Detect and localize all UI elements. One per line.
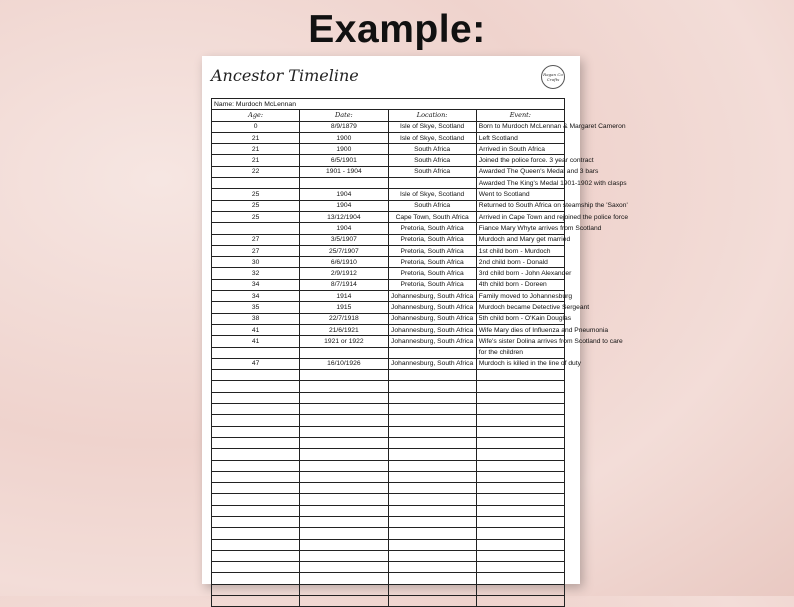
date-cell: 1901 - 1904	[300, 166, 388, 177]
age-cell: 21	[212, 144, 300, 155]
date-cell: 1914	[300, 291, 388, 302]
location-cell	[388, 550, 476, 561]
event-cell: 3rd child born - John Alexander	[476, 268, 564, 279]
location-cell	[388, 426, 476, 437]
date-cell: 8/7/1914	[300, 279, 388, 290]
location-cell: South Africa	[388, 155, 476, 166]
date-cell: 8/9/1879	[300, 121, 388, 132]
event-cell: Wife Mary dies of Influenza and Pneumonia	[476, 324, 564, 335]
example-heading: Example:	[308, 8, 486, 51]
table-row	[212, 234, 565, 245]
age-cell	[212, 415, 300, 426]
table-row	[212, 279, 565, 290]
location-cell: Isle of Skye, Scotland	[388, 189, 476, 200]
location-cell	[388, 573, 476, 584]
location-cell	[388, 471, 476, 482]
age-cell: 35	[212, 302, 300, 313]
table-row	[212, 404, 565, 415]
table-row	[212, 370, 565, 381]
event-cell: Wife's sister Dolina arrives from Scotland to care	[476, 336, 564, 347]
date-cell	[300, 584, 388, 595]
table-row	[212, 200, 565, 211]
table-row	[212, 392, 565, 403]
header-row	[212, 110, 565, 121]
table-row	[212, 144, 565, 155]
age-cell	[212, 550, 300, 561]
location-cell	[388, 596, 476, 607]
event-cell	[476, 426, 564, 437]
event-cell	[476, 596, 564, 607]
location-cell: Isle of Skye, Scotland	[388, 132, 476, 143]
location-cell: Pretoria, South Africa	[388, 223, 476, 234]
table-row	[212, 291, 565, 302]
event-cell: 1st child born - Murdoch	[476, 245, 564, 256]
table-row	[212, 324, 565, 335]
age-cell: 38	[212, 313, 300, 324]
event-cell: Awarded The King's Medal 1901-1902 with clasps	[476, 178, 564, 189]
age-cell: 27	[212, 234, 300, 245]
age-cell: 41	[212, 336, 300, 347]
timeline-sheet	[202, 56, 629, 584]
date-cell: 13/12/1904	[300, 211, 388, 222]
event-cell: 2nd child born - Donald	[476, 257, 564, 268]
age-cell	[212, 584, 300, 595]
age-cell: 47	[212, 358, 300, 369]
location-cell	[388, 539, 476, 550]
date-cell	[300, 562, 388, 573]
table-row	[212, 257, 565, 268]
event-cell	[476, 528, 564, 539]
age-cell	[212, 573, 300, 584]
table-row	[212, 381, 565, 392]
location-cell: Johannesburg, South Africa	[388, 302, 476, 313]
location-cell	[388, 370, 476, 381]
date-cell	[300, 415, 388, 426]
age-cell	[212, 505, 300, 516]
date-cell: 25/7/1907	[300, 245, 388, 256]
date-cell: 1904	[300, 200, 388, 211]
date-cell: 6/5/1901	[300, 155, 388, 166]
location-cell	[388, 584, 476, 595]
event-cell: 5th child born - O'Kain Douglas	[476, 313, 564, 324]
location-cell: Pretoria, South Africa	[388, 268, 476, 279]
date-cell: 21/6/1921	[300, 324, 388, 335]
age-cell: 25	[212, 200, 300, 211]
table-row	[212, 573, 565, 584]
date-cell	[300, 596, 388, 607]
location-cell	[388, 381, 476, 392]
table-row	[212, 313, 565, 324]
date-cell: 1904	[300, 189, 388, 200]
table-row	[212, 166, 565, 177]
event-cell	[476, 415, 564, 426]
date-cell: 1900	[300, 144, 388, 155]
location-cell	[388, 449, 476, 460]
event-cell	[476, 494, 564, 505]
location-cell	[388, 505, 476, 516]
age-cell	[212, 426, 300, 437]
location-cell: Pretoria, South Africa	[388, 257, 476, 268]
location-cell: Johannesburg, South Africa	[388, 336, 476, 347]
event-cell: 4th child born - Doreen	[476, 279, 564, 290]
age-cell: 34	[212, 291, 300, 302]
table-row	[212, 528, 565, 539]
event-cell	[476, 381, 564, 392]
table-row	[212, 483, 565, 494]
date-cell	[300, 426, 388, 437]
date-cell: 1900	[300, 132, 388, 143]
age-cell: 30	[212, 257, 300, 268]
age-cell	[212, 347, 300, 358]
date-cell	[300, 471, 388, 482]
event-cell: Murdoch became Detective Sergeant	[476, 302, 564, 313]
event-cell	[476, 437, 564, 448]
name-row	[212, 99, 565, 110]
date-cell: 3/5/1907	[300, 234, 388, 245]
location-cell: Johannesburg, South Africa	[388, 324, 476, 335]
table-row	[212, 460, 565, 471]
event-cell: Murdoch is killed in the line of duty	[476, 358, 564, 369]
age-cell: 34	[212, 279, 300, 290]
age-cell: 21	[212, 155, 300, 166]
date-cell	[300, 483, 388, 494]
event-cell	[476, 404, 564, 415]
age-cell: 32	[212, 268, 300, 279]
age-cell	[212, 404, 300, 415]
table-row	[212, 347, 565, 358]
event-cell: Fiance Mary Whyte arrives from Scotland	[476, 223, 564, 234]
table-row	[212, 358, 565, 369]
age-cell	[212, 539, 300, 550]
location-cell	[388, 178, 476, 189]
date-cell	[300, 404, 388, 415]
table-row	[212, 584, 565, 595]
date-cell: 1915	[300, 302, 388, 313]
table-row	[212, 155, 565, 166]
age-cell	[212, 449, 300, 460]
event-cell: Born to Murdoch McLennan & Margaret Cameron	[476, 121, 564, 132]
date-cell	[300, 528, 388, 539]
location-cell: Isle of Skye, Scotland	[388, 121, 476, 132]
date-cell	[300, 573, 388, 584]
header-location: Location:	[388, 110, 476, 121]
age-cell	[212, 370, 300, 381]
event-cell	[476, 584, 564, 595]
header-age: Age:	[212, 110, 300, 121]
event-cell: Left Scotland	[476, 132, 564, 143]
date-cell	[300, 449, 388, 460]
table-row	[212, 505, 565, 516]
age-cell: 21	[212, 132, 300, 143]
table-row	[212, 268, 565, 279]
location-cell	[388, 347, 476, 358]
event-cell	[476, 471, 564, 482]
event-cell: Awarded The Queen's Medal and 3 bars	[476, 166, 564, 177]
location-cell	[388, 437, 476, 448]
table-row	[212, 223, 565, 234]
location-cell	[388, 392, 476, 403]
date-cell	[300, 505, 388, 516]
table-row	[212, 211, 565, 222]
event-cell: Returned to South Africa on steamship the 'Saxon'	[476, 200, 564, 211]
age-cell	[212, 381, 300, 392]
location-cell: South Africa	[388, 166, 476, 177]
table-row	[212, 516, 565, 527]
event-cell: Joined the police force. 3 year contract	[476, 155, 564, 166]
date-cell	[300, 370, 388, 381]
date-cell	[300, 550, 388, 561]
event-cell	[476, 562, 564, 573]
date-cell	[300, 381, 388, 392]
date-cell	[300, 178, 388, 189]
date-cell	[300, 516, 388, 527]
age-cell	[212, 392, 300, 403]
age-cell: 41	[212, 324, 300, 335]
sheet-title: Ancestor Timeline	[211, 66, 359, 85]
event-cell	[476, 573, 564, 584]
event-cell	[476, 483, 564, 494]
header-date: Date:	[300, 110, 388, 121]
age-cell	[212, 471, 300, 482]
table-row	[212, 596, 565, 607]
location-cell: Pretoria, South Africa	[388, 245, 476, 256]
location-cell	[388, 562, 476, 573]
table-row	[212, 415, 565, 426]
event-cell	[476, 370, 564, 381]
age-cell: 22	[212, 166, 300, 177]
age-cell	[212, 460, 300, 471]
table-row	[212, 539, 565, 550]
location-cell	[388, 404, 476, 415]
table-row	[212, 562, 565, 573]
location-cell	[388, 494, 476, 505]
location-cell	[388, 483, 476, 494]
event-cell	[476, 392, 564, 403]
event-cell: Arrived in South Africa	[476, 144, 564, 155]
table-row	[212, 437, 565, 448]
age-cell: 27	[212, 245, 300, 256]
location-cell	[388, 528, 476, 539]
age-cell	[212, 562, 300, 573]
table-row	[212, 178, 565, 189]
age-cell	[212, 437, 300, 448]
table-row	[212, 336, 565, 347]
table-row	[212, 121, 565, 132]
table-row	[212, 494, 565, 505]
location-cell: Cape Town, South Africa	[388, 211, 476, 222]
location-cell: Johannesburg, South Africa	[388, 313, 476, 324]
event-cell	[476, 449, 564, 460]
location-cell: South Africa	[388, 200, 476, 211]
location-cell: Pretoria, South Africa	[388, 234, 476, 245]
location-cell	[388, 415, 476, 426]
event-cell: Arrived in Cape Town and rejoined the police force	[476, 211, 564, 222]
table-row	[212, 550, 565, 561]
table-row	[212, 189, 565, 200]
date-cell	[300, 347, 388, 358]
age-cell	[212, 223, 300, 234]
location-cell: Johannesburg, South Africa	[388, 358, 476, 369]
event-cell	[476, 516, 564, 527]
table-row	[212, 471, 565, 482]
location-cell: Johannesburg, South Africa	[388, 291, 476, 302]
event-cell	[476, 460, 564, 471]
brand-logo	[541, 65, 565, 89]
event-cell: Family moved to Johannesburg	[476, 291, 564, 302]
event-cell: for the children	[476, 347, 564, 358]
date-cell	[300, 392, 388, 403]
age-cell	[212, 178, 300, 189]
logo-text: Ragan Co Crafts	[543, 72, 563, 82]
table-row	[212, 245, 565, 256]
date-cell	[300, 539, 388, 550]
location-cell: South Africa	[388, 144, 476, 155]
date-cell	[300, 437, 388, 448]
table-row	[212, 132, 565, 143]
event-cell: Went to Scotland	[476, 189, 564, 200]
age-cell	[212, 516, 300, 527]
timeline-table	[211, 98, 629, 607]
date-cell: 1904	[300, 223, 388, 234]
age-cell	[212, 494, 300, 505]
event-cell	[476, 539, 564, 550]
age-cell: 25	[212, 189, 300, 200]
table-row	[212, 426, 565, 437]
location-cell	[388, 516, 476, 527]
date-cell	[300, 460, 388, 471]
event-cell: Murdoch and Mary get married	[476, 234, 564, 245]
table-row	[212, 449, 565, 460]
event-cell	[476, 505, 564, 516]
date-cell	[300, 494, 388, 505]
age-cell	[212, 483, 300, 494]
date-cell: 16/10/1926	[300, 358, 388, 369]
date-cell: 1921 or 1922	[300, 336, 388, 347]
name-label: Name: Murdoch McLennan	[212, 99, 565, 110]
location-cell: Pretoria, South Africa	[388, 279, 476, 290]
age-cell	[212, 528, 300, 539]
date-cell: 6/6/1910	[300, 257, 388, 268]
age-cell	[212, 596, 300, 607]
age-cell: 0	[212, 121, 300, 132]
table-row	[212, 302, 565, 313]
event-cell	[476, 550, 564, 561]
age-cell: 25	[212, 211, 300, 222]
location-cell	[388, 460, 476, 471]
date-cell: 2/9/1912	[300, 268, 388, 279]
header-event: Event:	[476, 110, 564, 121]
date-cell: 22/7/1918	[300, 313, 388, 324]
